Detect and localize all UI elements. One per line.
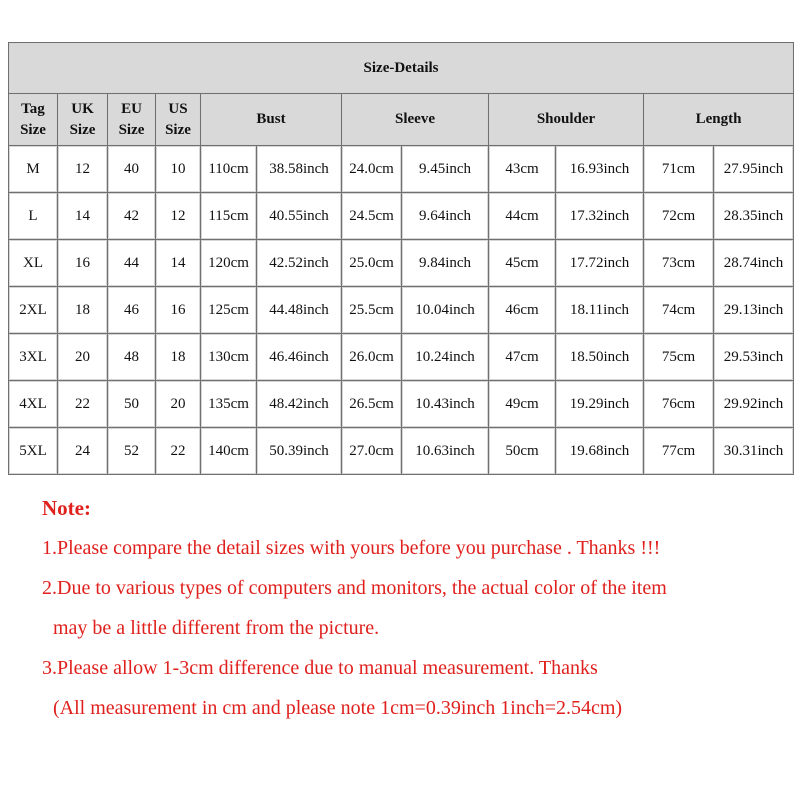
table-cell: 17.32inch	[556, 193, 644, 240]
table-cell: M	[9, 146, 58, 193]
table-cell: 46.46inch	[257, 334, 342, 381]
table-cell: 24.5cm	[342, 193, 402, 240]
table-cell: 10	[156, 146, 201, 193]
table-cell: 44	[108, 240, 156, 287]
table-cell: 120cm	[201, 240, 257, 287]
table-cell: 135cm	[201, 381, 257, 428]
table-cell: 10.04inch	[402, 287, 489, 334]
table-cell: 125cm	[201, 287, 257, 334]
table-cell: 110cm	[201, 146, 257, 193]
table-cell: 18.50inch	[556, 334, 644, 381]
table-cell: 25.0cm	[342, 240, 402, 287]
table-cell: 50.39inch	[257, 428, 342, 475]
table-cell: 50	[108, 381, 156, 428]
table-cell: 14	[156, 240, 201, 287]
table-cell: 14	[58, 193, 108, 240]
table-cell: 140cm	[201, 428, 257, 475]
table-cell: 52	[108, 428, 156, 475]
table-cell: 50cm	[489, 428, 556, 475]
header-sleeve: Sleeve	[342, 94, 489, 146]
table-cell: 17.72inch	[556, 240, 644, 287]
table-cell: 30.31inch	[714, 428, 794, 475]
table-cell: 74cm	[644, 287, 714, 334]
table-cell: 22	[58, 381, 108, 428]
table-row	[9, 334, 794, 381]
table-cell: 24	[58, 428, 108, 475]
table-cell: 10.63inch	[402, 428, 489, 475]
table-row	[9, 381, 794, 428]
table-cell: 22	[156, 428, 201, 475]
table-cell: 77cm	[644, 428, 714, 475]
table-cell: 29.92inch	[714, 381, 794, 428]
table-cell: 115cm	[201, 193, 257, 240]
table-cell: 16	[156, 287, 201, 334]
header-eu-size: EU Size	[108, 94, 156, 146]
table-cell: 12	[58, 146, 108, 193]
note-line-2: 2.Due to various types of computers and monitors, the actual color of the item	[42, 577, 667, 599]
table-cell: 44cm	[489, 193, 556, 240]
header-length: Length	[644, 94, 794, 146]
table-cell: 48	[108, 334, 156, 381]
table-cell: 28.35inch	[714, 193, 794, 240]
table-cell: XL	[9, 240, 58, 287]
header-uk-size: UK Size	[58, 94, 108, 146]
table-cell: 18	[156, 334, 201, 381]
table-cell: 9.64inch	[402, 193, 489, 240]
table-cell: 28.74inch	[714, 240, 794, 287]
table-cell: 47cm	[489, 334, 556, 381]
table-cell: 3XL	[9, 334, 58, 381]
table-cell: 44.48inch	[257, 287, 342, 334]
table-cell: 10.24inch	[402, 334, 489, 381]
table-cell: 46cm	[489, 287, 556, 334]
table-cell: 71cm	[644, 146, 714, 193]
table-cell: 73cm	[644, 240, 714, 287]
note-line-1: 1.Please compare the detail sizes with yours before you purchase . Thanks !!!	[42, 537, 661, 559]
table-row	[9, 240, 794, 287]
table-cell: 48.42inch	[257, 381, 342, 428]
table-cell: 27.95inch	[714, 146, 794, 193]
table-cell: 27.0cm	[342, 428, 402, 475]
table-cell: 19.29inch	[556, 381, 644, 428]
table-cell: 18	[58, 287, 108, 334]
notes-title: Note:	[42, 496, 91, 520]
notes-section	[42, 492, 792, 728]
header-bust: Bust	[201, 94, 342, 146]
table-cell: 76cm	[644, 381, 714, 428]
table-cell: L	[9, 193, 58, 240]
table-cell: 40.55inch	[257, 193, 342, 240]
table-row	[9, 193, 794, 240]
table-cell: 40	[108, 146, 156, 193]
table-cell: 16	[58, 240, 108, 287]
table-row	[9, 428, 794, 475]
table-cell: 19.68inch	[556, 428, 644, 475]
table-cell: 4XL	[9, 381, 58, 428]
table-cell: 2XL	[9, 287, 58, 334]
table-cell: 130cm	[201, 334, 257, 381]
table-cell: 42	[108, 193, 156, 240]
table-cell: 20	[156, 381, 201, 428]
table-cell: 25.5cm	[342, 287, 402, 334]
table-cell: 16.93inch	[556, 146, 644, 193]
table-cell: 26.5cm	[342, 381, 402, 428]
table-cell: 45cm	[489, 240, 556, 287]
table-cell: 24.0cm	[342, 146, 402, 193]
table-cell: 46	[108, 287, 156, 334]
header-shoulder: Shoulder	[489, 94, 644, 146]
header-us-size: US Size	[156, 94, 201, 146]
table-cell: 72cm	[644, 193, 714, 240]
table-row	[9, 146, 794, 193]
note-line-3: 3.Please allow 1-3cm difference due to manual measurement. Thanks	[42, 657, 598, 679]
table-cell: 5XL	[9, 428, 58, 475]
table-cell: 9.84inch	[402, 240, 489, 287]
note-measurement-conversion: (All measurement in cm and please note 1cm=0.39inch 1inch=2.54cm)	[53, 697, 623, 719]
table-cell: 43cm	[489, 146, 556, 193]
table-cell: 38.58inch	[257, 146, 342, 193]
table-row	[9, 287, 794, 334]
table-cell: 26.0cm	[342, 334, 402, 381]
header-tag-size: Tag Size	[9, 94, 58, 146]
table-cell: 9.45inch	[402, 146, 489, 193]
table-cell: 20	[58, 334, 108, 381]
table-cell: 12	[156, 193, 201, 240]
table-cell: 29.13inch	[714, 287, 794, 334]
table-cell: 75cm	[644, 334, 714, 381]
table-cell: 10.43inch	[402, 381, 489, 428]
size-details-table	[8, 42, 794, 475]
table-cell: 29.53inch	[714, 334, 794, 381]
table-cell: 18.11inch	[556, 287, 644, 334]
table-title: Size-Details	[9, 43, 794, 94]
table-cell: 42.52inch	[257, 240, 342, 287]
table-cell: 49cm	[489, 381, 556, 428]
note-line-2-continued: may be a little different from the picture.	[53, 617, 380, 639]
